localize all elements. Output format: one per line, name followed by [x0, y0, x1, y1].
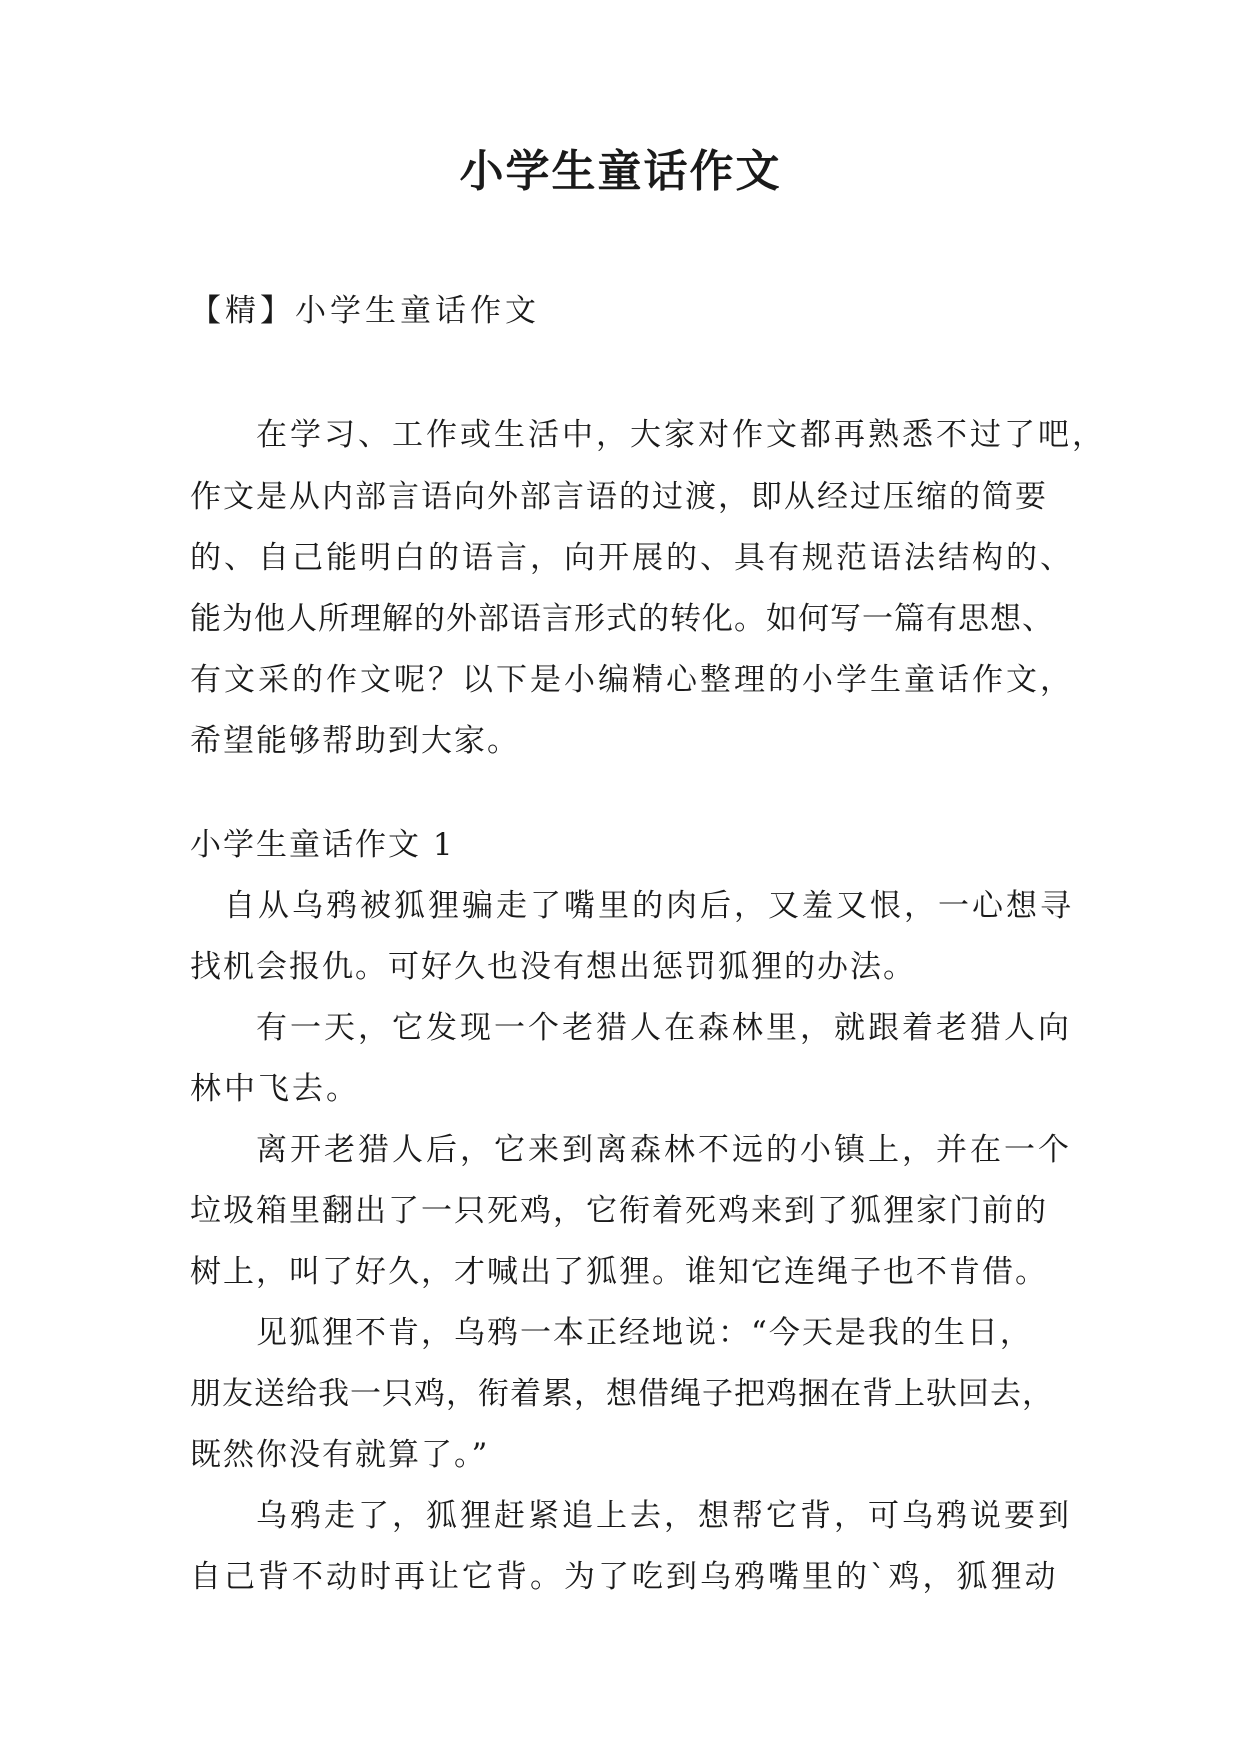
- section-heading: 小学生童话作文 1: [190, 827, 455, 863]
- story-line: 找机会报仇。可好久也没有想出惩罚狐狸的办法。: [190, 949, 916, 985]
- story-line: 垃圾箱里翻出了一只死鸡，它衔着死鸡来到了狐狸家门前的: [190, 1193, 1048, 1229]
- story-line: 有一天，它发现一个老猎人在森林里，就跟着老猎人向: [256, 1010, 1072, 1046]
- document-subtitle: 【精】小学生童话作文: [190, 293, 540, 329]
- story-line: 自己背不动时再让它背。为了吃到乌鸦嘴里的`鸡，狐狸动: [190, 1559, 1059, 1595]
- story-line: 既然你没有就算了。”: [190, 1437, 490, 1473]
- story-line: 林中飞去。: [190, 1071, 360, 1107]
- story-line: 朋友送给我一只鸡，衔着累，想借绳子把鸡捆在背上驮回去，: [190, 1376, 1054, 1412]
- intro-line: 在学习、工作或生活中，大家对作文都再熟悉不过了吧，: [256, 417, 1106, 453]
- intro-line: 的、自己能明白的语言，向开展的、具有规范语法结构的、: [190, 540, 1074, 576]
- intro-line: 希望能够帮助到大家。: [190, 723, 520, 759]
- intro-line: 作文是从内部言语向外部言语的过渡，即从经过压缩的简要: [190, 479, 1048, 515]
- story-line: 见狐狸不肯，乌鸦一本正经地说：“今天是我的生日，: [256, 1315, 1033, 1351]
- story-line: 乌鸦走了，狐狸赶紧追上去，想帮它背，可乌鸦说要到: [256, 1498, 1072, 1534]
- intro-line: 有文采的作文呢？以下是小编精心整理的小学生童话作文，: [190, 662, 1074, 698]
- story-line: 离开老猎人后，它来到离森林不远的小镇上，并在一个: [256, 1132, 1072, 1168]
- story-line: 树上，叫了好久，才喊出了狐狸。谁知它连绳子也不肯借。: [190, 1254, 1048, 1290]
- intro-line: 能为他人所理解的外部语言形式的转化。如何写一篇有思想、: [190, 601, 1054, 637]
- story-line: 自从乌鸦被狐狸骗走了嘴里的肉后，又羞又恨，一心想寻: [224, 888, 1074, 924]
- document-title: 小学生童话作文: [459, 146, 782, 197]
